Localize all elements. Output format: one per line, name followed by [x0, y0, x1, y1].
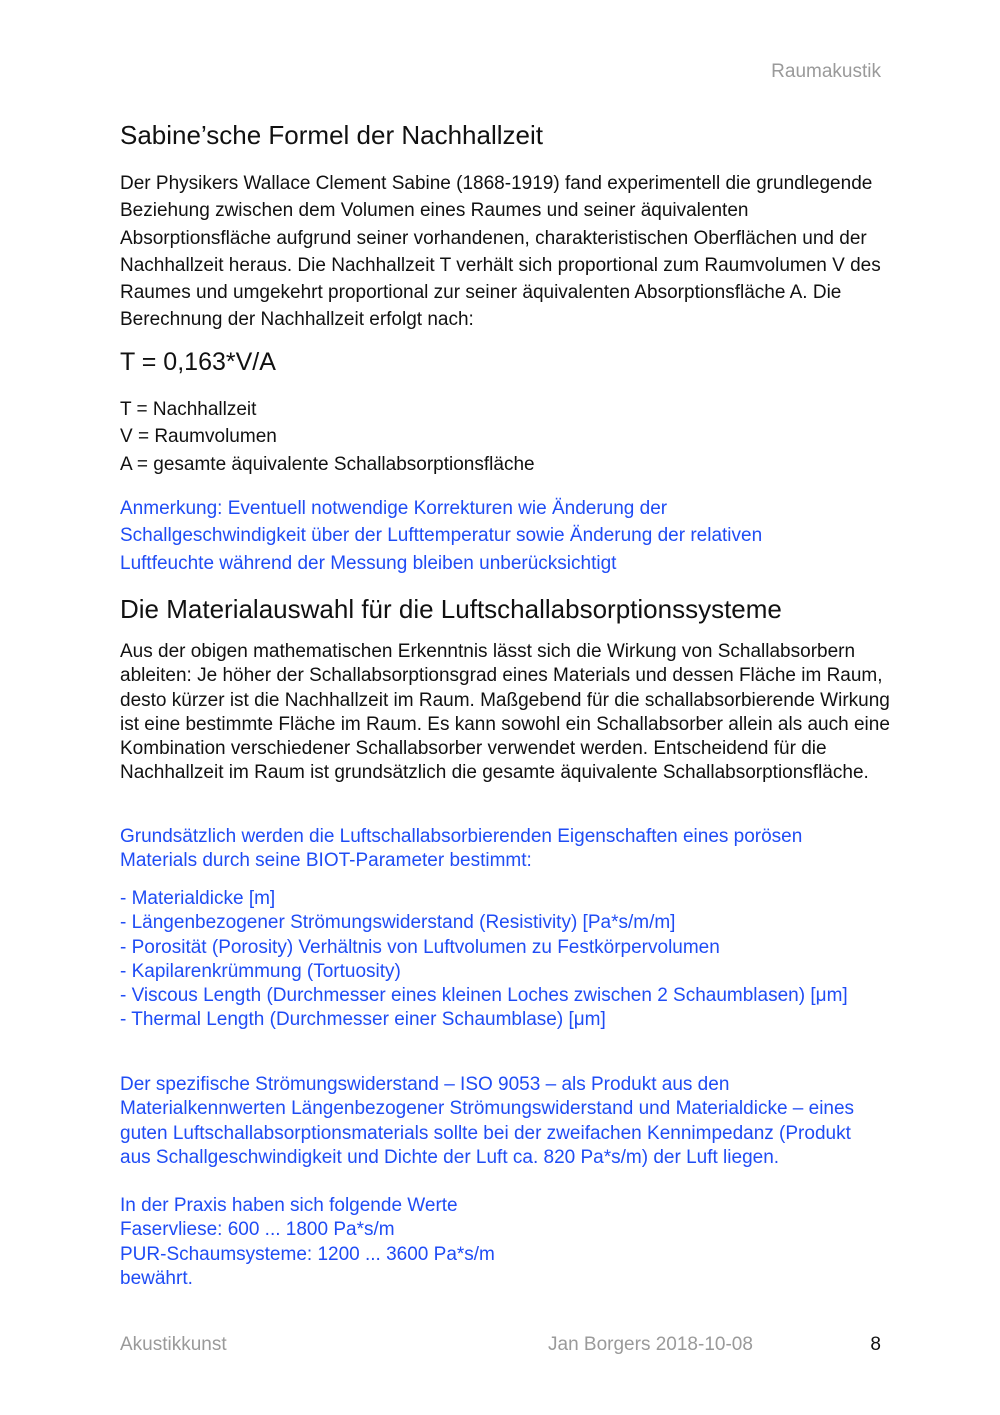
running-header: Raumakustik [771, 61, 881, 82]
definition-item: T = Nachhallzeit [120, 399, 257, 420]
biot-parameter-item: - Materialdicke [m] [120, 888, 276, 909]
sabine-intro-paragraph: Der Physikers Wallace Clement Sabine (1868-1919) fand experimentell die grundlegende Beziehung zwischen dem Volumen eines Raumes und seiner äquivalenten Absorptionsfläche aufgrund seiner vorhandenen, charakteristischen Oberflächen und der Nachhallzeit heraus. Die Nachhallzeit T verhält sich proportional zum Raumvolumen V des Raumes und umgekehrt proportional zur seiner äquivalenten Absorptionsfläche A. Die Berechnung der Nachhallzeit erfolgt nach: [120, 173, 881, 331]
reverberation-formula: T = 0,163*V/A [120, 348, 276, 376]
biot-intro-paragraph: Grundsätzlich werden die Luftschallabsorbierenden Eigenschaften eines porösen Materials durch seine BIOT-Parameter bestimmt: [120, 826, 803, 872]
practice-values-block [120, 1194, 890, 1291]
biot-parameter-list [120, 887, 880, 1033]
note-paragraph: Anmerkung: Eventuell notwendige Korrekturen wie Änderung der Schallgeschwindigkeit über der Lufttemperatur sowie Änderung der relativen Luftfeuchte während der Messung bleiben unberücksichtigt [120, 498, 763, 574]
flow-resistance-paragraph: Der spezifische Strömungswiderstand – ISO 9053 – als Produkt aus den Materialkennwerten Längenbezogener Strömungswiderstand und Materialdicke – eines guten Luftschallabsorptionsmaterials sollte bei der zweifachen Kennimpedanz (Produkt aus Schallgeschwindigkeit und Dichte der Luft ca. 820 Pa*s/m) der Luft liegen. [120, 1074, 855, 1168]
section-title-material-selection: Die Materialauswahl für die Luftschallabsorptionssysteme [120, 594, 782, 624]
definition-item: A = gesamte äquivalente Schallabsorptionsfläche [120, 453, 535, 475]
practice-line: In der Praxis haben sich folgende Werte [120, 1195, 458, 1216]
section-title-sabine: Sabine’sche Formel der Nachhallzeit [120, 120, 543, 150]
practice-line: Faservliese: 600 ... 1800 Pa*s/m [120, 1219, 395, 1241]
practice-line: PUR-Schaumsysteme: 1200 ... 3600 Pa*s/m [120, 1243, 495, 1265]
biot-parameter-item: - Kapilarenkrümmung (Tortuosity) [120, 960, 401, 982]
biot-parameter-item: - Viscous Length (Durchmesser eines kleinen Loches zwischen 2 Schaumblasen) [μm] [120, 985, 848, 1007]
biot-parameter-item: - Längenbezogener Strömungswiderstand (Resistivity) [Pa*s/m/m] [120, 912, 676, 934]
biot-parameter-item: - Thermal Length (Durchmesser einer Schaumblase) [μm] [120, 1009, 606, 1031]
page-number: 8 [870, 1334, 881, 1355]
biot-parameter-item: - Porosität (Porosity) Verhältnis von Luftvolumen zu Festkörpervolumen [120, 936, 720, 958]
definition-item: V = Raumvolumen [120, 426, 277, 448]
footer-brand: Akustikkunst [120, 1334, 227, 1355]
formula-definitions [120, 396, 535, 478]
practice-line: bewährt. [120, 1267, 193, 1289]
footer-author-date: Jan Borgers 2018-10-08 [548, 1334, 753, 1355]
material-intro-paragraph: Aus der obigen mathematischen Erkenntnis lässt sich die Wirkung von Schallabsorbern ableiten: Je höher der Schallabsorptionsgrad eines Materials und dessen Fläche im Raum, desto kürzer ist die Nachhallzeit im Raum. Maßgebend für die schallabsorbierende Wirkung ist eine bestimmte Fläche im Raum. Es kann sowohl ein Schallabsorber allein als auch eine Kombination verschiedener Schallabsorber verwendet werden. Entscheidend für die Nachhallzeit im Raum ist grundsätzlich die gesamte äquivalente Schallabsorptionsfläche. [120, 641, 890, 784]
